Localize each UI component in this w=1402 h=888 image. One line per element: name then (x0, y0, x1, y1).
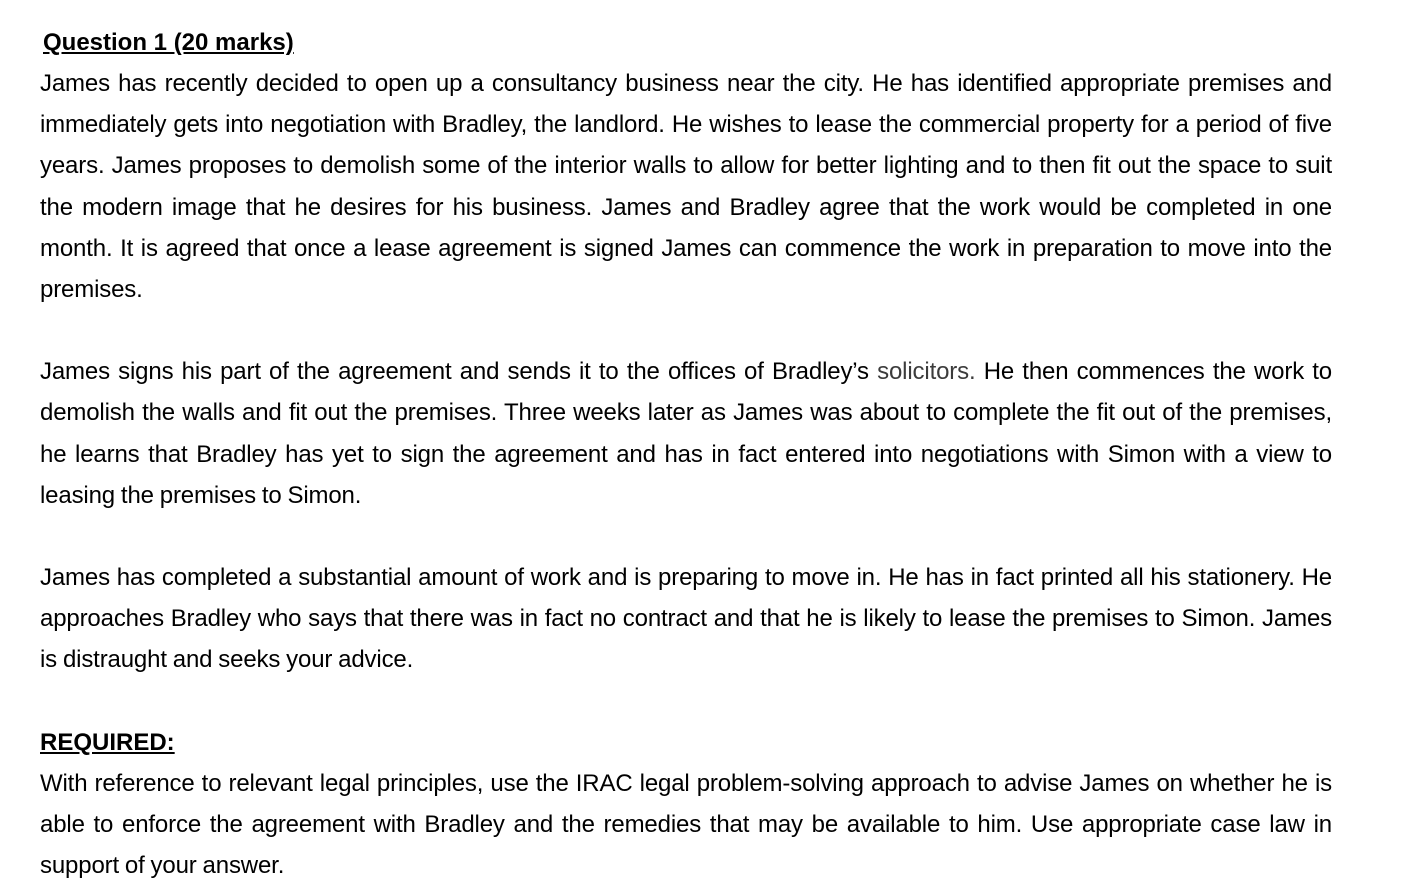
solicitors-word: solicitors. (877, 358, 976, 386)
question-document (40, 22, 1332, 886)
scenario-paragraph-2-start: James signs his part of the agreement and sends it to the offices of Bradley’s (40, 358, 878, 386)
scenario-paragraph-2 (40, 351, 1332, 516)
required-heading: REQUIRED: (40, 728, 175, 756)
required-paragraph: With reference to relevant legal principles, use the IRAC legal problem-solving approach to advise James on whether he is able to enforce the agreement with Bradley and the remedies that may be available to him. Use appropriate case law in support of your answer. (40, 769, 1332, 880)
scenario-paragraph-2-end: He then commences the work to demolish the walls and fit out the premises. Three weeks later as James was about to complete the fit out of the premises, he learns that Bradley has yet to sign the agreement and has in fact entered into negotiations with Simon with a view to leasing the premises to Simon. (40, 358, 1332, 509)
scenario-paragraph-3: James has completed a substantial amount of work and is preparing to move in. He has in fact printed all his stationery. He approaches Bradley who says that there was in fact no contract and that he is likely to lease the premises to Simon. James is distraught and seeks your advice. (40, 564, 1332, 674)
question-heading: Question 1 (20 marks) (43, 29, 294, 56)
scenario-paragraph-1: James has recently decided to open up a consultancy business near the city. He has identified appropriate premises and immediately gets into negotiation with Bradley, the landlord. He wishes to lease the commercial property for a period of five years. James proposes to demolish some of the interior walls to allow for better lighting and to then fit out the space to suit the modern image that he desires for his business. James and Bradley agree that the work would be completed in one month. It is agreed that once a lease agreement is signed James can commence the work in preparation to move into the premises. (40, 70, 1332, 304)
